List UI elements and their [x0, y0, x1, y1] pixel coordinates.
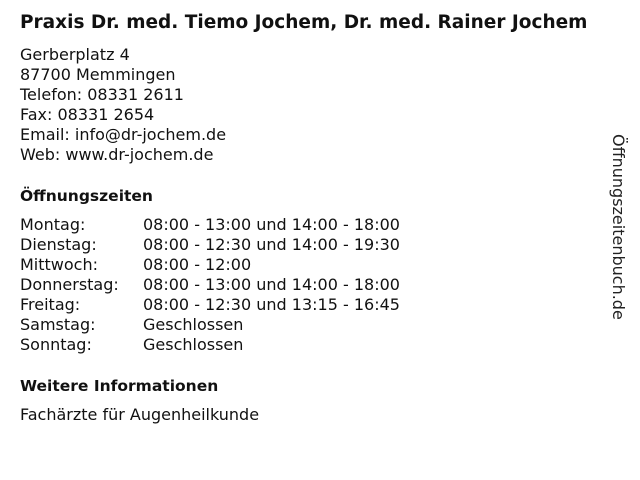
time-value: 08:00 - 12:00	[143, 255, 252, 274]
address-block	[20, 45, 616, 165]
side-watermark: Öffnungszeitenbuch.de	[609, 134, 628, 320]
day-label: Mittwoch:	[20, 255, 98, 274]
hours-row-dienstag	[20, 235, 400, 255]
hours-row-donnerstag	[20, 275, 400, 295]
time-value: Geschlossen	[143, 335, 244, 354]
day-label: Montag:	[20, 215, 86, 234]
time-value: 08:00 - 13:00 und 14:00 - 18:00	[143, 215, 400, 234]
street-line: Gerberplatz 4	[20, 45, 130, 64]
city-line: 87700 Memmingen	[20, 65, 176, 84]
time-value: 08:00 - 12:30 und 14:00 - 19:30	[143, 235, 400, 254]
hours-row-montag	[20, 215, 400, 235]
time-value: 08:00 - 13:00 und 14:00 - 18:00	[143, 275, 400, 294]
hours-row-mittwoch	[20, 255, 400, 275]
day-label: Freitag:	[20, 295, 81, 314]
opening-hours-heading: Öffnungszeiten	[20, 187, 153, 205]
day-label: Dienstag:	[20, 235, 97, 254]
day-label: Donnerstag:	[20, 275, 119, 294]
fax-line: Fax: 08331 2654	[20, 105, 155, 124]
time-value: 08:00 - 12:30 und 13:15 - 16:45	[143, 295, 400, 314]
opening-hours-table	[20, 215, 400, 355]
web-line: Web: www.dr-jochem.de	[20, 145, 214, 164]
day-label: Sonntag:	[20, 335, 92, 354]
hours-row-samstag	[20, 315, 400, 335]
time-value: Geschlossen	[143, 315, 244, 334]
email-line: Email: info@dr-jochem.de	[20, 125, 227, 144]
practice-title: Praxis Dr. med. Tiemo Jochem, Dr. med. Rainer Jochem	[20, 12, 588, 33]
practice-card	[20, 12, 616, 425]
hours-row-sonntag	[20, 335, 400, 355]
day-label: Samstag:	[20, 315, 96, 334]
phone-line: Telefon: 08331 2611	[20, 85, 184, 104]
hours-row-freitag	[20, 295, 400, 315]
more-info-heading: Weitere Informationen	[20, 377, 219, 395]
more-info-text: Fachärzte für Augenheilkunde	[20, 405, 260, 424]
